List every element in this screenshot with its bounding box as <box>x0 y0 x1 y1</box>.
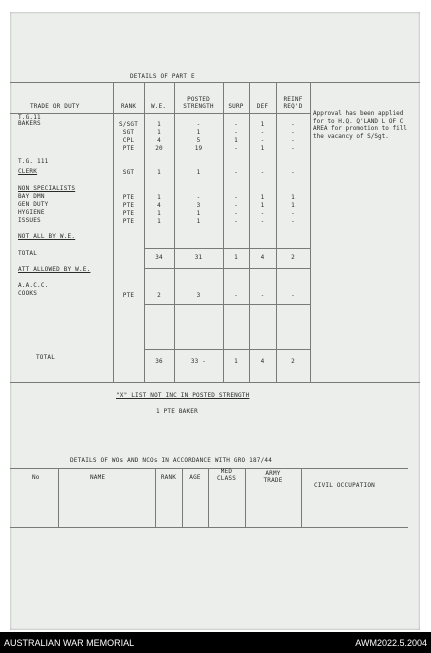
nco-col-army: ARMY <box>265 470 281 477</box>
table-cell: - <box>291 129 295 136</box>
table-cell: - <box>234 292 238 299</box>
table-bottom-rule <box>10 382 420 383</box>
total-bottom-rule <box>144 268 310 269</box>
nco-col-divider <box>58 468 59 527</box>
nco-col-divider <box>301 468 302 527</box>
table-cell: - <box>291 210 295 217</box>
col-reinf-header: REINF <box>283 96 303 103</box>
col-posted-header: POSTED <box>187 96 210 103</box>
table-cell: PTE <box>122 145 135 152</box>
col-surp-header: SURP <box>228 103 244 110</box>
table-cell: - <box>234 202 238 209</box>
table-cell: SGT <box>122 169 135 176</box>
col-strength-header: STRENGTH <box>183 103 214 110</box>
table-cell: PTE <box>122 218 135 225</box>
grand-total-def: 4 <box>260 358 265 365</box>
note-col-divider <box>310 82 311 382</box>
table-cell: 2 <box>157 292 161 299</box>
table-cell: 1 <box>291 194 295 201</box>
nco-col-name: NAME <box>90 474 106 481</box>
nco-table-bottom-rule <box>10 527 408 528</box>
grand-total-posted: 33 - <box>190 358 207 365</box>
document-page <box>10 12 420 630</box>
table-cell: - <box>196 121 201 128</box>
table-cell: 1 <box>157 129 161 136</box>
group-total: TOTAL <box>18 250 38 257</box>
table-cell: 1 <box>196 129 201 136</box>
table-cell: 5 <box>196 137 201 144</box>
table-cell: 1 <box>196 210 201 217</box>
table-cell: 1 <box>260 145 265 152</box>
col-trade-header: TRADE OR DUTY <box>30 103 80 110</box>
table-cell: PTE <box>122 202 135 209</box>
nco-col-trade: TRADE <box>263 477 283 484</box>
table-cell: - <box>234 194 238 201</box>
table-cell: - <box>291 137 295 144</box>
table-cell: - <box>260 129 265 136</box>
total-def: 4 <box>260 254 265 261</box>
total-reinf: 2 <box>291 254 295 261</box>
nco-col-no: No <box>32 474 40 481</box>
col-reqd-header: REQ'D <box>283 103 303 110</box>
total-surp: 1 <box>234 254 238 261</box>
table-cell: 1 <box>157 194 161 201</box>
group-grand-total: TOTAL <box>36 354 56 361</box>
table-cell: 1 <box>157 169 161 176</box>
x-list-entry: 1 PTE BAKER <box>156 408 198 415</box>
table-cell: CPL <box>122 137 135 144</box>
table-cell: SGT <box>122 129 135 136</box>
total-posted: 31 <box>194 254 203 261</box>
table-cell: 1 <box>260 121 265 128</box>
group-hygiene: HYGIENE <box>18 209 45 216</box>
cooks-bottom-rule <box>144 304 310 305</box>
table-top-rule <box>10 82 420 83</box>
nco-col-civil-occupation: CIVIL OCCUPATION <box>314 482 375 489</box>
table-cell: - <box>291 169 295 176</box>
grand-total-reinf: 2 <box>291 358 295 365</box>
table-cell: - <box>234 129 238 136</box>
table-cell: 1 <box>291 202 295 209</box>
grand-total-we: 36 <box>155 358 163 365</box>
table-cell: - <box>260 210 265 217</box>
group-bay-dmn: BAY DMN <box>18 193 45 200</box>
grand-total-top-rule <box>144 349 310 350</box>
table-cell: PTE <box>122 194 135 201</box>
table-cell: 3 <box>196 202 201 209</box>
group-cooks: COOKS <box>18 290 38 297</box>
table-cell: 19 <box>194 145 203 152</box>
x-list-heading: "X" LIST NOT INC IN POSTED STRENGTH <box>116 392 250 399</box>
table-cell: PTE <box>122 210 135 217</box>
group-tg11: T.G.11 <box>18 114 41 121</box>
group-bakers: BAKERS <box>18 120 41 127</box>
table-cell: - <box>291 218 295 225</box>
total-we: 34 <box>155 254 163 261</box>
group-clerk: CLERK <box>18 168 38 175</box>
table-cell: 1 <box>157 218 161 225</box>
group-aaoc: A.A.C.C. <box>18 282 49 289</box>
nco-col-class: CLASS <box>216 475 237 482</box>
grand-total-surp: 1 <box>234 358 238 365</box>
table-cell: - <box>234 145 238 152</box>
nco-col-med: MED <box>220 468 233 475</box>
table-cell: 1 <box>157 121 161 128</box>
table-cell: 3 <box>196 292 201 299</box>
group-not-all: NOT ALL BY W.E. <box>18 233 76 240</box>
footer-bar <box>0 632 431 653</box>
group-gen-duty: GEN DUTY <box>18 201 49 208</box>
table-cell: - <box>234 121 238 128</box>
table-cell: PTE <box>122 292 135 299</box>
col-rank-header: RANK <box>121 103 137 110</box>
table-cell: S/SGT <box>118 121 139 128</box>
table-cell: 4 <box>157 202 161 209</box>
group-tg111: T.G. 111 <box>18 158 49 165</box>
table-cell: 4 <box>157 137 161 144</box>
table-cell: 1 <box>196 169 201 176</box>
table-cell: - <box>291 292 295 299</box>
table-cell: - <box>291 145 295 152</box>
table-cell: - <box>260 292 265 299</box>
table-cell: - <box>291 121 295 128</box>
nco-col-age: AGE <box>189 474 201 481</box>
table-cell: 1 <box>234 137 238 144</box>
col-def-header: DEF <box>256 103 269 110</box>
table-cell: - <box>234 169 238 176</box>
group-non-specialists: NON SPECIALISTS <box>18 185 76 192</box>
table-cell: 20 <box>155 145 163 152</box>
group-att-allowed: ATT ALLOWED BY W.E. <box>18 266 91 273</box>
footer-institution: AUSTRALIAN WAR MEMORIAL <box>4 638 135 648</box>
table-cell: - <box>260 169 265 176</box>
table-cell: 1 <box>260 194 265 201</box>
table-cell: - <box>234 210 238 217</box>
table-cell: 1 <box>157 210 161 217</box>
footer-reference: AWM2022.5.2004 <box>355 638 427 648</box>
total-top-rule <box>144 248 310 249</box>
group-issues: ISSUES <box>18 217 41 224</box>
col-we-header: W.E. <box>151 103 167 110</box>
table-cell: - <box>260 137 265 144</box>
approval-note: Approval has been applied for to H.Q. Q'LAND L OF C AREA for promotion to fill the vacancy of S/Sgt. <box>313 110 407 140</box>
nco-col-rank: RANK <box>160 474 177 481</box>
table-cell: - <box>234 218 238 225</box>
table-cell: - <box>260 218 265 225</box>
table-cell: 1 <box>196 218 201 225</box>
part-e-heading: DETAILS OF PART E <box>130 73 195 80</box>
nco-table-heading: DETAILS OF WOs AND NCOs IN ACCORDANCE WITH GRO 187/44 <box>70 457 273 464</box>
table-cell: - <box>196 194 201 201</box>
table-cell: 1 <box>260 202 265 209</box>
header-bottom-rule <box>10 113 310 114</box>
